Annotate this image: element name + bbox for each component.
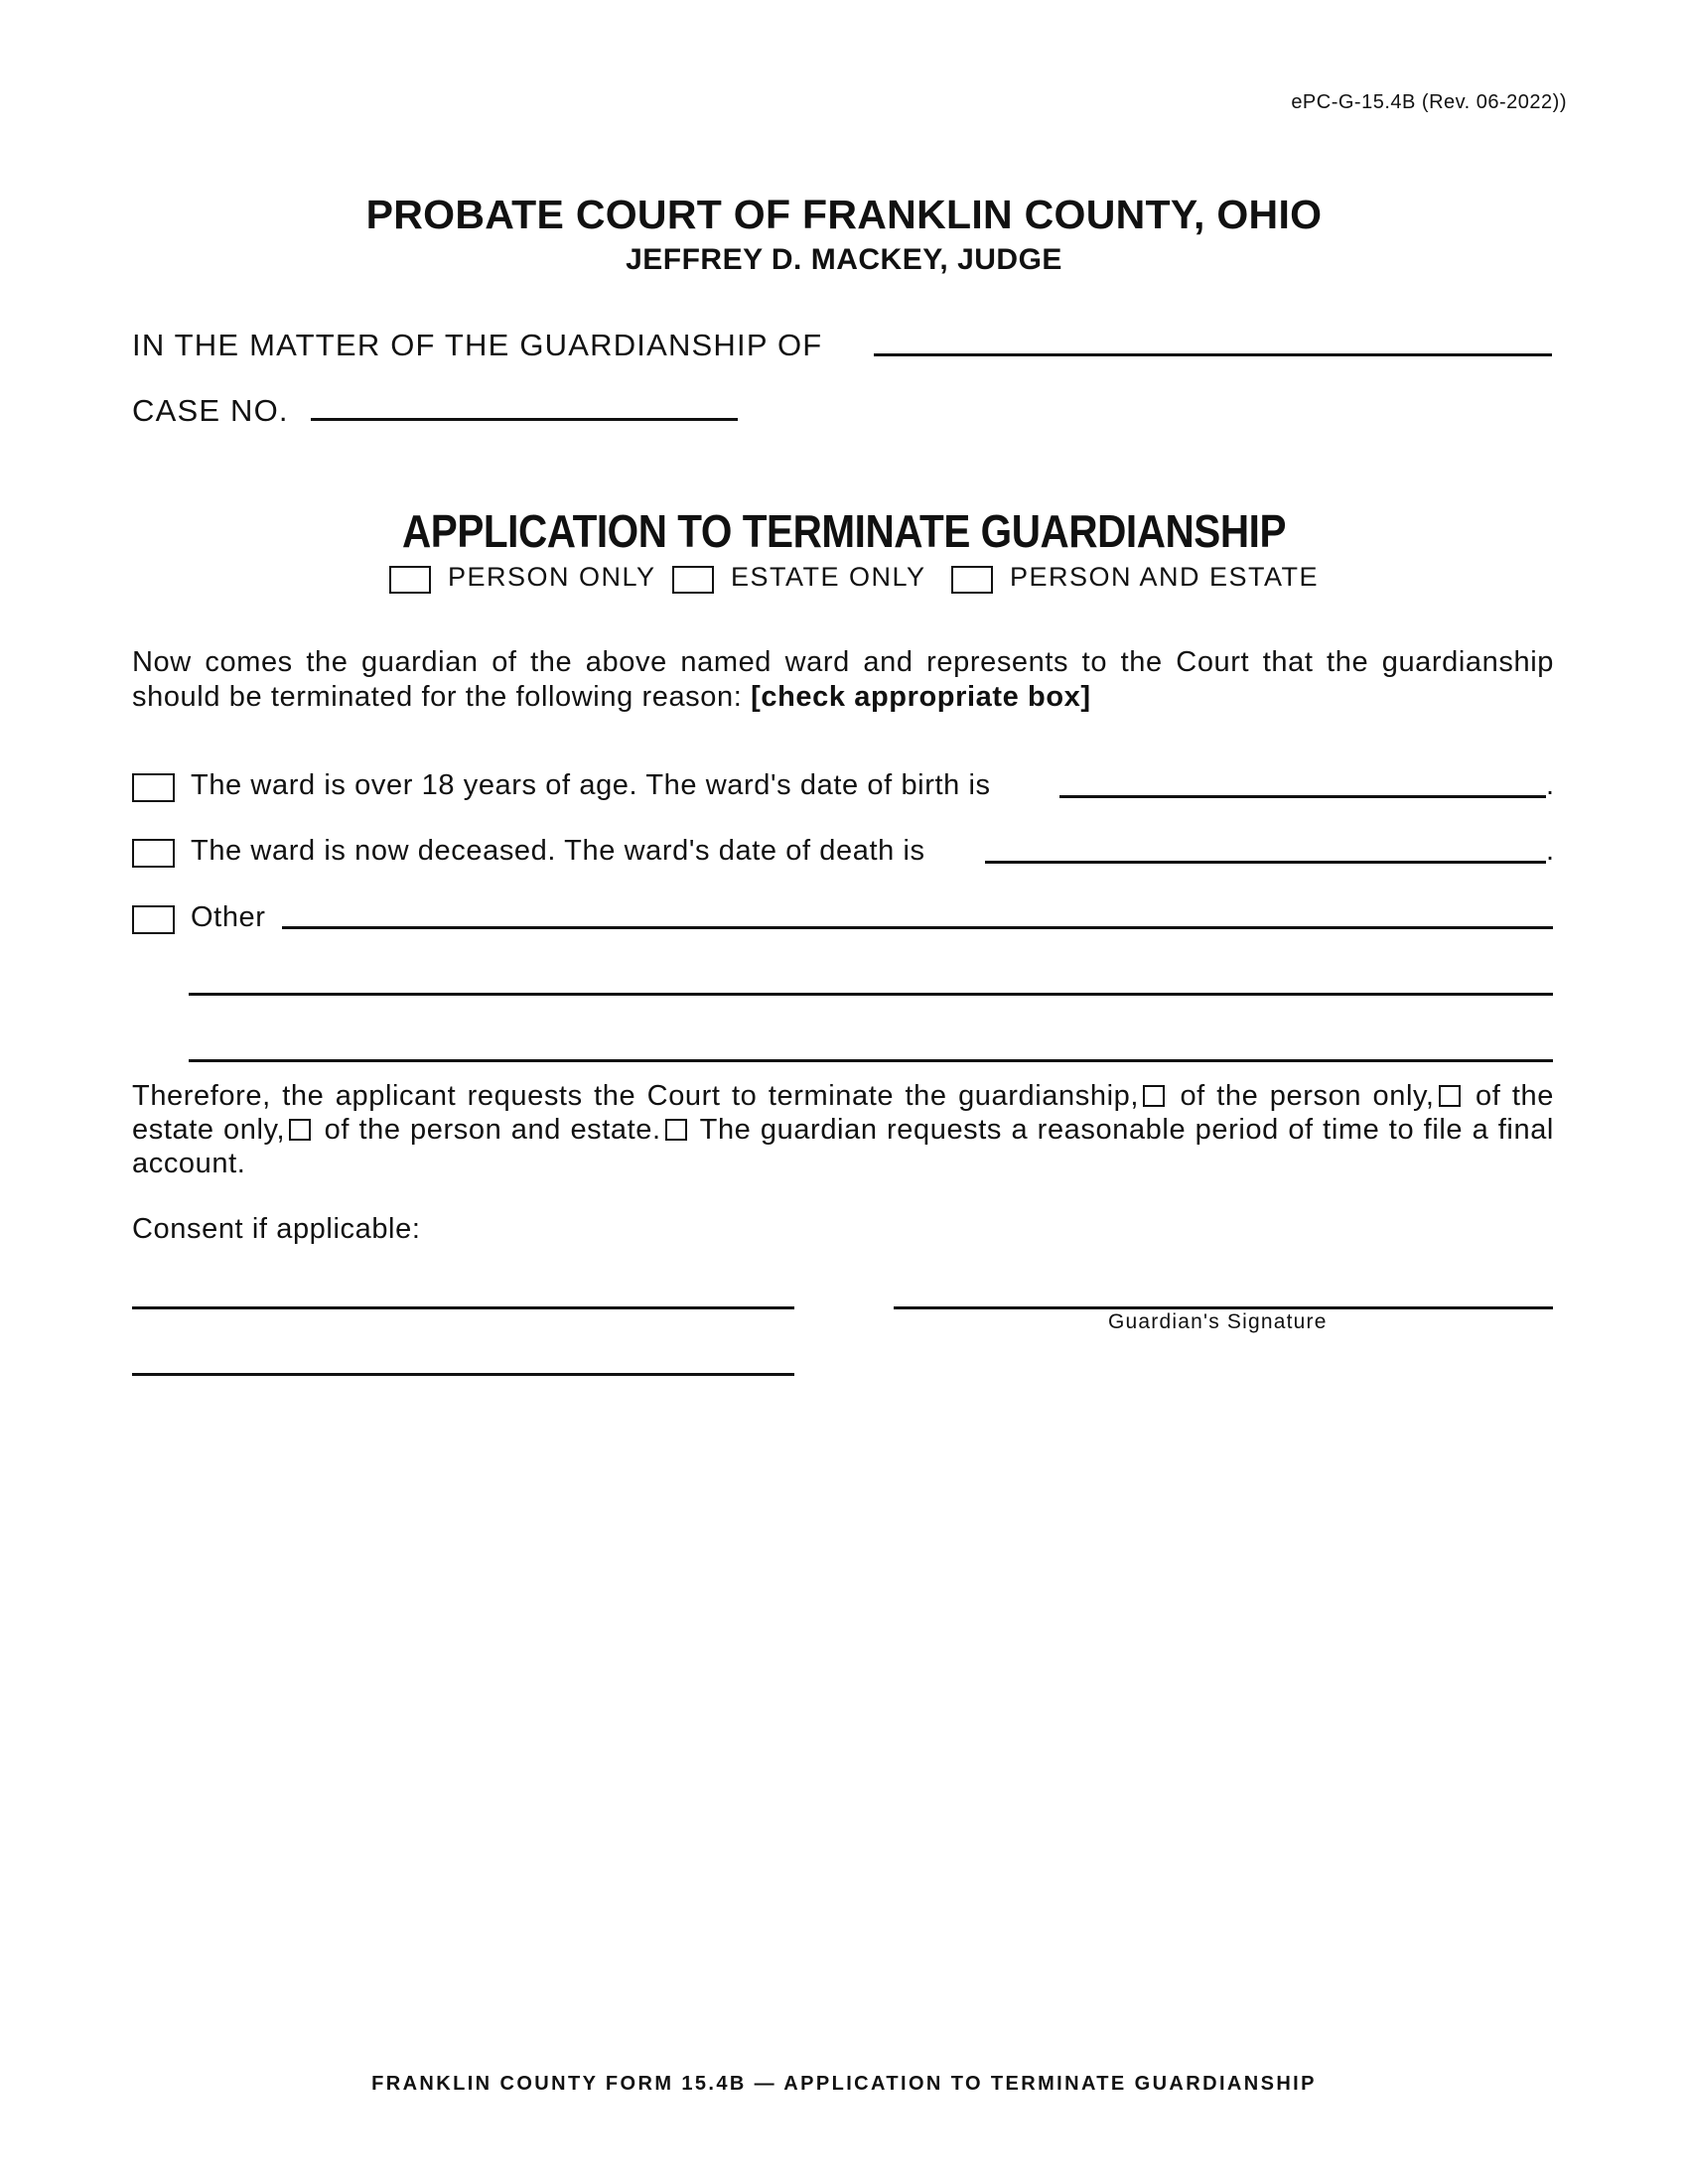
- estate-only-label: ESTATE ONLY: [731, 562, 926, 592]
- other-reason-line-1[interactable]: [282, 926, 1553, 929]
- final-account-period-checkbox[interactable]: [665, 1119, 687, 1141]
- deceased-text: The ward is now deceased. The ward's date of death is: [191, 835, 925, 867]
- request-text-5: The guardian requests a reasonable period of time to file a final account.: [132, 1114, 1554, 1179]
- court-title: PROBATE COURT OF FRANKLIN COUNTY, OHIO: [365, 192, 1323, 237]
- application-title: APPLICATION TO TERMINATE GUARDIANSHIP: [401, 505, 1287, 557]
- request-text-2: of the person only,: [1180, 1080, 1435, 1112]
- consent-signature-line-1[interactable]: [132, 1306, 794, 1309]
- request-text-3: of the estate only,: [132, 1080, 1554, 1146]
- person-and-estate-checkbox[interactable]: [951, 566, 993, 594]
- footer: FRANKLIN COUNTY FORM 15.4B — APPLICATION TO TERMINATE GUARDIANSHIP: [371, 2073, 1317, 2095]
- date-of-death-field[interactable]: [985, 861, 1546, 864]
- consent-label: Consent if applicable:: [132, 1213, 421, 1245]
- deceased-checkbox[interactable]: [132, 839, 175, 868]
- estate-only-checkbox[interactable]: [672, 566, 714, 594]
- intro-instruction: [check appropriate box]: [751, 681, 1091, 713]
- form-number: ePC-G-15.4B (Rev. 06-2022)): [1291, 91, 1567, 113]
- judge-name: JEFFREY D. MACKEY, JUDGE: [626, 243, 1062, 276]
- request-paragraph: [132, 1079, 1554, 1180]
- other-text: Other: [191, 901, 266, 933]
- other-reason-line-2[interactable]: [189, 993, 1553, 996]
- case-number-field[interactable]: [311, 418, 738, 421]
- request-text-4: of the person and estate.: [324, 1114, 661, 1146]
- intro-paragraph: [132, 645, 1554, 715]
- intro-text: Now comes the guardian of the above named ward and represents to the Court that the guardianship should be terminated for the following reason:: [132, 646, 1554, 713]
- person-only-checkbox[interactable]: [389, 566, 431, 594]
- deceased-period: .: [1546, 835, 1555, 867]
- person-and-estate-label: PERSON AND ESTATE: [1010, 562, 1320, 592]
- other-reason-line-3[interactable]: [189, 1059, 1553, 1062]
- case-number-label: CASE NO.: [132, 393, 289, 428]
- terminate-estate-only-checkbox[interactable]: [1439, 1085, 1461, 1107]
- date-of-birth-field[interactable]: [1059, 795, 1546, 798]
- over-18-text: The ward is over 18 years of age. The ward's date of birth is: [191, 769, 991, 801]
- over-18-period: .: [1546, 769, 1555, 801]
- guardian-signature-line[interactable]: [894, 1306, 1553, 1309]
- over-18-checkbox[interactable]: [132, 773, 175, 802]
- terminate-person-only-checkbox[interactable]: [1143, 1085, 1165, 1107]
- other-checkbox[interactable]: [132, 905, 175, 934]
- request-text-1: Therefore, the applicant requests the Court to terminate the guardianship,: [132, 1080, 1139, 1112]
- guardianship-of-label: IN THE MATTER OF THE GUARDIANSHIP OF: [132, 328, 823, 362]
- person-only-label: PERSON ONLY: [448, 562, 656, 592]
- guardian-signature-label: Guardian's Signature: [1108, 1310, 1328, 1333]
- consent-signature-line-2[interactable]: [132, 1373, 794, 1376]
- guardianship-of-field[interactable]: [874, 353, 1552, 356]
- terminate-person-and-estate-checkbox[interactable]: [289, 1119, 311, 1141]
